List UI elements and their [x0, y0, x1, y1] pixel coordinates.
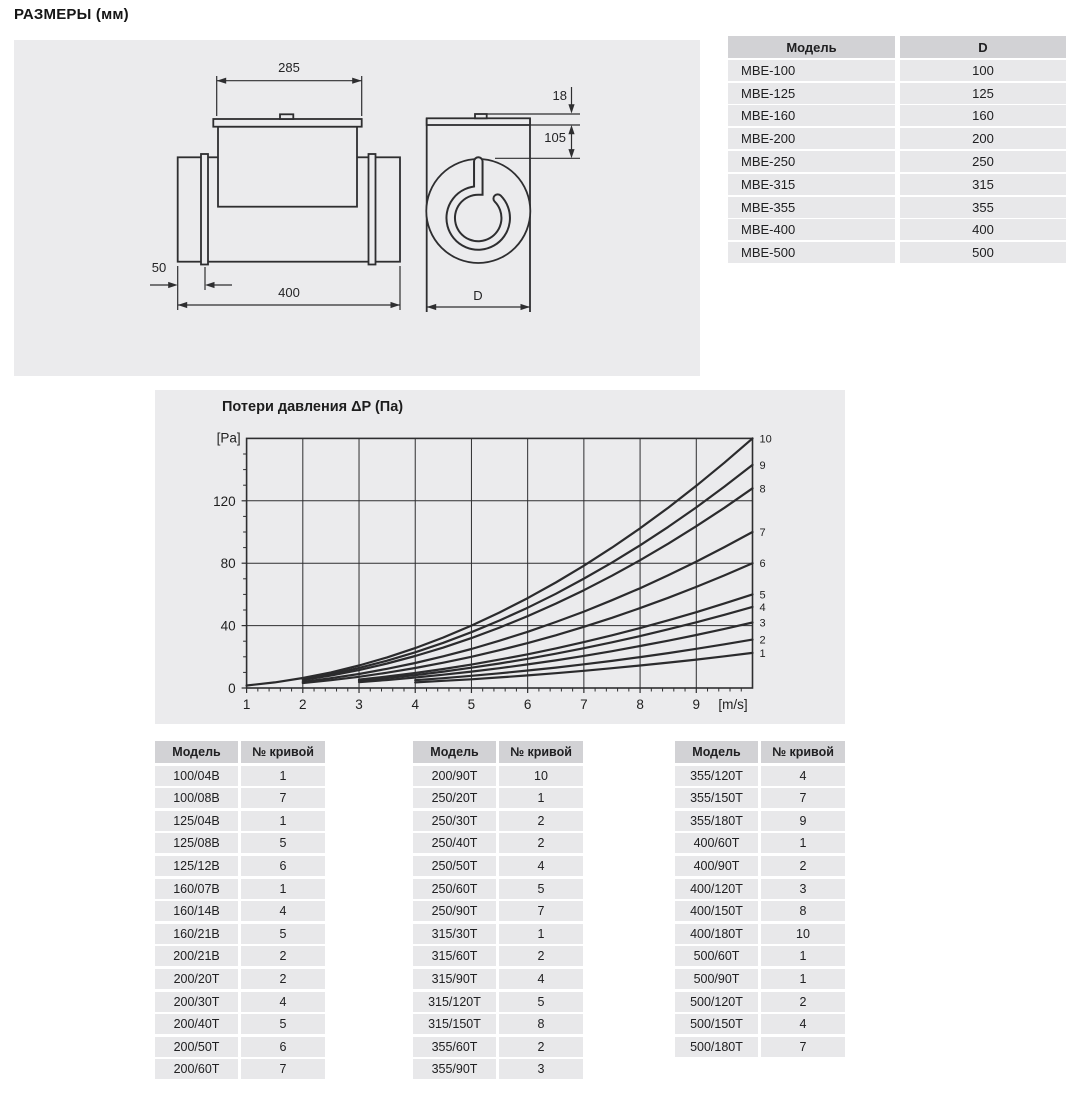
dim-top-width-label: 285 — [278, 60, 300, 75]
table-row — [155, 1059, 325, 1079]
curve-table-2 — [413, 741, 583, 1079]
model-cell: 355/150T — [675, 788, 758, 808]
model-cell: 355/120T — [675, 766, 758, 786]
axis-tick-label: 9 — [692, 697, 701, 712]
model-cell: 355/90T — [413, 1059, 496, 1079]
pressure-loss-chart — [155, 390, 845, 724]
table-row — [675, 879, 845, 899]
value-cell: 5 — [499, 879, 583, 899]
table-row — [728, 128, 1066, 149]
value-cell: 200 — [900, 128, 1066, 149]
value-cell: 4 — [499, 856, 583, 876]
y-axis-unit-label: [Pa] — [216, 430, 241, 446]
dim-box-height-label: 105 — [544, 130, 566, 145]
value-cell: 9 — [761, 811, 845, 831]
model-cell: MBE-160 — [728, 105, 895, 126]
table-row — [413, 969, 583, 989]
table-row — [155, 992, 325, 1012]
terminal-box — [218, 127, 357, 207]
table-row — [155, 1037, 325, 1057]
value-cell: 4 — [761, 1014, 845, 1034]
table-row — [155, 901, 325, 921]
axis-tick-label: 7 — [580, 697, 588, 712]
curve-table-3 — [675, 741, 845, 1057]
table-row — [675, 788, 845, 808]
flange-right — [369, 154, 376, 265]
column-header: № кривой — [499, 741, 583, 763]
curve-label-9: 9 — [759, 459, 766, 472]
axis-tick-label: 80 — [220, 556, 236, 572]
value-cell: 2 — [499, 833, 583, 853]
table-row — [155, 969, 325, 989]
table-row — [675, 901, 845, 921]
dimensions-table — [728, 36, 1066, 263]
model-cell: 200/50T — [155, 1037, 238, 1057]
table-row — [675, 969, 845, 989]
model-cell: 500/90T — [675, 969, 758, 989]
axis-tick-label: 4 — [411, 697, 419, 712]
curve-table-1 — [155, 741, 325, 1079]
column-header: D — [900, 36, 1066, 58]
table-row — [675, 1014, 845, 1034]
curve-10 — [247, 438, 753, 685]
model-cell: 500/120T — [675, 992, 758, 1012]
curve-label-10: 10 — [759, 433, 772, 446]
value-cell: 4 — [761, 766, 845, 786]
axis-tick-label: 8 — [636, 697, 644, 712]
axis-tick-label: 120 — [213, 493, 236, 509]
column-header: Модель — [728, 36, 895, 58]
value-cell: 1 — [499, 924, 583, 944]
model-cell: 400/180T — [675, 924, 758, 944]
value-cell: 125 — [900, 83, 1066, 104]
table-row — [728, 197, 1066, 218]
model-cell: 500/60T — [675, 946, 758, 966]
table-row — [413, 1014, 583, 1034]
table-row — [728, 151, 1066, 172]
table-row — [155, 1014, 325, 1034]
table-row — [413, 833, 583, 853]
model-cell: MBE-250 — [728, 151, 895, 172]
value-cell: 315 — [900, 174, 1066, 195]
table-row — [155, 811, 325, 831]
model-cell: 160/14B — [155, 901, 238, 921]
model-cell: 200/40T — [155, 1014, 238, 1034]
model-cell: 250/30T — [413, 811, 496, 831]
value-cell: 6 — [241, 856, 325, 876]
curve-label-2: 2 — [759, 634, 766, 647]
value-cell: 3 — [499, 1059, 583, 1079]
table-row — [675, 833, 845, 853]
value-cell: 250 — [900, 151, 1066, 172]
value-cell: 2 — [499, 946, 583, 966]
table-row — [155, 788, 325, 808]
value-cell: 160 — [900, 105, 1066, 126]
table-row — [675, 766, 845, 786]
table-row — [413, 766, 583, 786]
table-row — [728, 242, 1066, 263]
table-row — [728, 105, 1066, 126]
curve-label-3: 3 — [759, 617, 766, 630]
model-cell: 200/21B — [155, 946, 238, 966]
table-row — [155, 833, 325, 853]
axis-tick-label: 6 — [523, 697, 532, 712]
box-lid — [213, 119, 361, 127]
dim-flange-offset-label: 50 — [151, 260, 167, 275]
table-row — [413, 924, 583, 944]
model-cell: MBE-200 — [728, 128, 895, 149]
flange-left — [201, 154, 208, 265]
front-lid — [427, 118, 530, 125]
value-cell: 3 — [761, 879, 845, 899]
model-cell: 315/60T — [413, 946, 496, 966]
value-cell: 7 — [499, 901, 583, 921]
model-cell: 200/30T — [155, 992, 238, 1012]
value-cell: 7 — [761, 1037, 845, 1057]
table-row — [413, 811, 583, 831]
table-row — [728, 83, 1066, 104]
value-cell: 500 — [900, 242, 1066, 263]
model-cell: 160/07B — [155, 879, 238, 899]
value-cell: 1 — [241, 811, 325, 831]
table-row — [675, 924, 845, 944]
column-header: Модель — [413, 741, 496, 763]
curve-label-8: 8 — [759, 483, 766, 496]
table-row — [155, 946, 325, 966]
model-cell: 315/30T — [413, 924, 496, 944]
value-cell: 100 — [900, 60, 1066, 81]
value-cell: 7 — [761, 788, 845, 808]
table-row — [155, 766, 325, 786]
dim-lid-height-label: 18 — [552, 88, 567, 103]
value-cell: 4 — [241, 901, 325, 921]
model-cell: 200/90T — [413, 766, 496, 786]
table-header-row — [675, 741, 845, 763]
value-cell: 4 — [499, 969, 583, 989]
model-cell: 160/21B — [155, 924, 238, 944]
axis-tick-label: 3 — [355, 697, 363, 712]
model-cell: 250/50T — [413, 856, 496, 876]
table-row — [155, 879, 325, 899]
model-cell: 400/120T — [675, 879, 758, 899]
axis-tick-label: 0 — [228, 681, 236, 696]
drawing-panel — [14, 40, 700, 376]
table-row — [675, 946, 845, 966]
value-cell: 5 — [241, 1014, 325, 1034]
column-header: № кривой — [241, 741, 325, 763]
model-cell: 100/04B — [155, 766, 238, 786]
column-header: Модель — [675, 741, 758, 763]
table-row — [413, 901, 583, 921]
column-header: № кривой — [761, 741, 845, 763]
value-cell: 6 — [241, 1037, 325, 1057]
value-cell: 2 — [499, 811, 583, 831]
model-cell: MBE-400 — [728, 219, 895, 240]
table-row — [413, 788, 583, 808]
value-cell: 4 — [241, 992, 325, 1012]
value-cell: 5 — [241, 833, 325, 853]
table-row — [155, 856, 325, 876]
table-header-row — [413, 741, 583, 763]
table-row — [675, 856, 845, 876]
value-cell: 5 — [241, 924, 325, 944]
curve-label-6: 6 — [759, 558, 766, 571]
value-cell: 400 — [900, 219, 1066, 240]
chart-title: Потери давления ΔP (Па) — [222, 399, 404, 415]
value-cell: 5 — [499, 992, 583, 1012]
chart-panel — [155, 390, 845, 724]
model-cell: MBE-100 — [728, 60, 895, 81]
model-cell: 355/180T — [675, 811, 758, 831]
table-row — [675, 992, 845, 1012]
table-row — [413, 946, 583, 966]
value-cell: 355 — [900, 197, 1066, 218]
model-cell: 250/20T — [413, 788, 496, 808]
model-cell: 400/60T — [675, 833, 758, 853]
model-cell: MBE-315 — [728, 174, 895, 195]
value-cell: 2 — [499, 1037, 583, 1057]
model-cell: 355/60T — [413, 1037, 496, 1057]
value-cell: 10 — [499, 766, 583, 786]
model-cell: 100/08B — [155, 788, 238, 808]
table-row — [413, 992, 583, 1012]
model-cell: 315/120T — [413, 992, 496, 1012]
model-cell: 250/60T — [413, 879, 496, 899]
model-cell: 500/150T — [675, 1014, 758, 1034]
curve-label-7: 7 — [759, 527, 766, 539]
model-cell: 315/90T — [413, 969, 496, 989]
page-title: РАЗМЕРЫ (мм) — [14, 6, 129, 23]
value-cell: 8 — [761, 901, 845, 921]
dim-diameter-label: D — [473, 288, 483, 303]
axis-tick-label: 2 — [299, 697, 307, 712]
model-cell: 125/04B — [155, 811, 238, 831]
value-cell: 2 — [761, 992, 845, 1012]
table-header-row — [155, 741, 325, 763]
axis-tick-label: 40 — [220, 618, 236, 634]
model-cell: 315/150T — [413, 1014, 496, 1034]
axis-tick-label: 1 — [242, 697, 251, 712]
value-cell: 1 — [241, 879, 325, 899]
table-row — [675, 811, 845, 831]
model-cell: 200/60T — [155, 1059, 238, 1079]
curve-label-4: 4 — [759, 601, 766, 614]
value-cell: 2 — [761, 856, 845, 876]
value-cell: 7 — [241, 788, 325, 808]
model-cell: MBE-125 — [728, 83, 895, 104]
table-row — [413, 1037, 583, 1057]
value-cell: 1 — [761, 969, 845, 989]
model-cell: MBE-355 — [728, 197, 895, 218]
pressure-loss-chart-svg — [155, 390, 845, 724]
axis-tick-label: 5 — [467, 697, 476, 712]
value-cell: 2 — [241, 946, 325, 966]
value-cell: 8 — [499, 1014, 583, 1034]
table-row — [413, 856, 583, 876]
value-cell: 1 — [761, 833, 845, 853]
column-header: Модель — [155, 741, 238, 763]
value-cell: 2 — [241, 969, 325, 989]
x-axis-unit-label: [m/s] — [718, 697, 748, 712]
curve-label-1: 1 — [759, 647, 766, 660]
front-lid-nub — [475, 114, 487, 118]
technical-drawing — [14, 40, 700, 376]
model-cell: 200/20T — [155, 969, 238, 989]
table-row — [728, 174, 1066, 195]
value-cell: 1 — [241, 766, 325, 786]
model-cell: MBE-500 — [728, 242, 895, 263]
model-cell: 400/90T — [675, 856, 758, 876]
model-cell: 500/180T — [675, 1037, 758, 1057]
table-row — [413, 879, 583, 899]
lid-nub — [280, 114, 293, 119]
model-cell: 250/90T — [413, 901, 496, 921]
model-cell: 125/08B — [155, 833, 238, 853]
value-cell: 1 — [499, 788, 583, 808]
model-cell: 250/40T — [413, 833, 496, 853]
dim-length-label: 400 — [278, 285, 300, 300]
table-row — [728, 60, 1066, 81]
model-cell: 125/12B — [155, 856, 238, 876]
value-cell: 1 — [761, 946, 845, 966]
table-row — [413, 1059, 583, 1079]
model-cell: 400/150T — [675, 901, 758, 921]
curve-label-5: 5 — [759, 589, 766, 602]
table-row — [675, 1037, 845, 1057]
curve-4 — [359, 607, 753, 681]
value-cell: 7 — [241, 1059, 325, 1079]
table-row — [155, 924, 325, 944]
value-cell: 10 — [761, 924, 845, 944]
table-header-row — [728, 36, 1066, 58]
table-row — [728, 219, 1066, 240]
